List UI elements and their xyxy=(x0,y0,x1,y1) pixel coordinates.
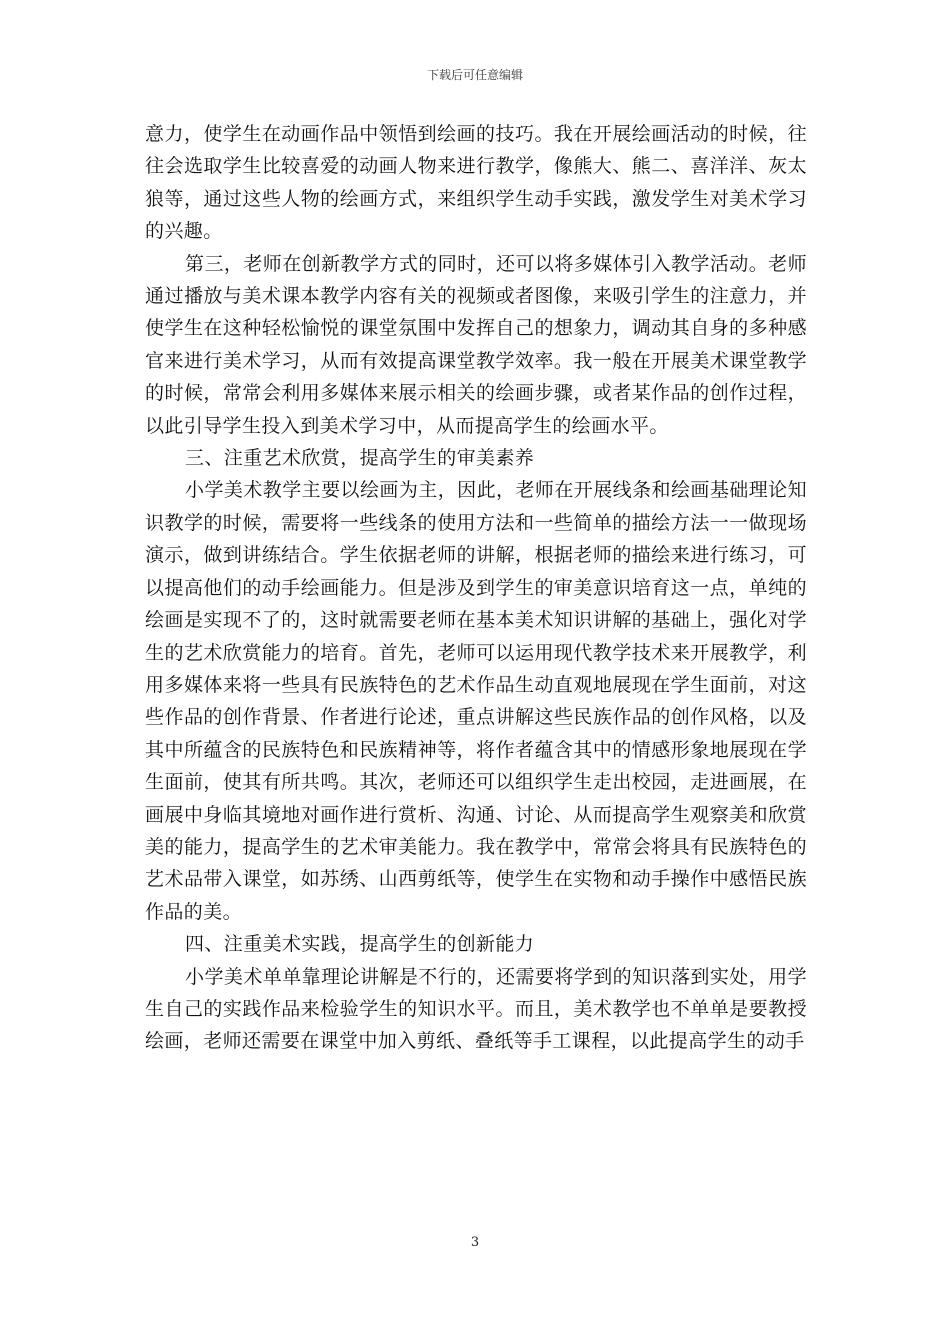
paragraph-art-practice: 小学美术单单靠理论讲解是不行的，还需要将学到的知识落到实处，用学生自己的实践作品来检验学生的知识水平。而且，美术教学也不单单是要教授绘画，老师还需要在课堂中加入剪纸、叠纸等手工课程，以此提高学生的动手 xyxy=(145,965,807,1053)
paragraph-art-appreciation: 小学美术教学主要以绘画为主，因此，老师在开展线条和绘画基础理论知识教学的时候，需要将一些线条的使用方法和一些简单的描绘方法一一做现场演示，做到讲练结合。学生依据老师的讲解，根据老师的描绘来进行练习，可以提高他们的动手绘画能力。但是涉及到学生的审美意识培育这一点，单纯的绘画是实现不了的，这时就需要老师在基本美术知识讲解的基础上，强化对学生的艺术欣赏能力的培育。首先，老师可以运用现代教学技术来开展教学，利用多媒体来将一些具有民族特色的艺术作品生动直观地展现在学生面前，对这些作品的创作背景、作者进行论述，重点讲解这些民族作品的创作风格，以及其中所蕴含的民族特色和民族精神等，将作者蕴含其中的情感形象地展现在学生面前，使其有所共鸣。其次，老师还可以组织学生走出校园，走进画展，在画展中身临其境地对画作进行赏析、沟通、讨论、从而提高学生观察美和欣赏美的能力，提高学生的艺术审美能力。我在教学中，常常会将具有民族特色的艺术品带入课堂，如苏绣、山西剪纸等，使学生在实物和动手操作中感悟民族作品的美。 xyxy=(145,479,807,923)
page-header: 下载后可任意编辑 xyxy=(426,68,523,82)
paragraph-multimedia: 第三，老师在创新教学方式的同时，还可以将多媒体引入教学活动。老师通过播放与美术课本教学内容有关的视频或者图像，来吸引学生的注意力，并使学生在这种轻松愉悦的课堂氛围中发挥自己的想象力，调动其自身的多种感官来进行美术学习，从而有效提高课堂教学效率。我一般在开展美术课堂教学的时候，常常会利用多媒体来展示相关的绘画步骤，或者某作品的创作过程，以此引导学生投入到美术学习中，从而提高学生的绘画水平。 xyxy=(145,252,807,437)
section-heading-art-appreciation: 三、注重艺术欣赏，提高学生的审美素养 xyxy=(185,447,535,470)
section-heading-art-practice: 四、注重美术实践，提高学生的创新能力 xyxy=(185,933,535,956)
document-body xyxy=(145,118,807,1058)
page-number: 3 xyxy=(470,1235,480,1250)
paragraph-continuation: 意力，使学生在动画作品中领悟到绘画的技巧。我在开展绘画活动的时候，往往会选取学生比较喜爱的动画人物来进行教学，像熊大、熊二、喜洋洋、灰太狼等，通过这些人物的绘画方式，来组织学生动手实践，激发学生对美术学习的兴趣。 xyxy=(145,123,807,243)
